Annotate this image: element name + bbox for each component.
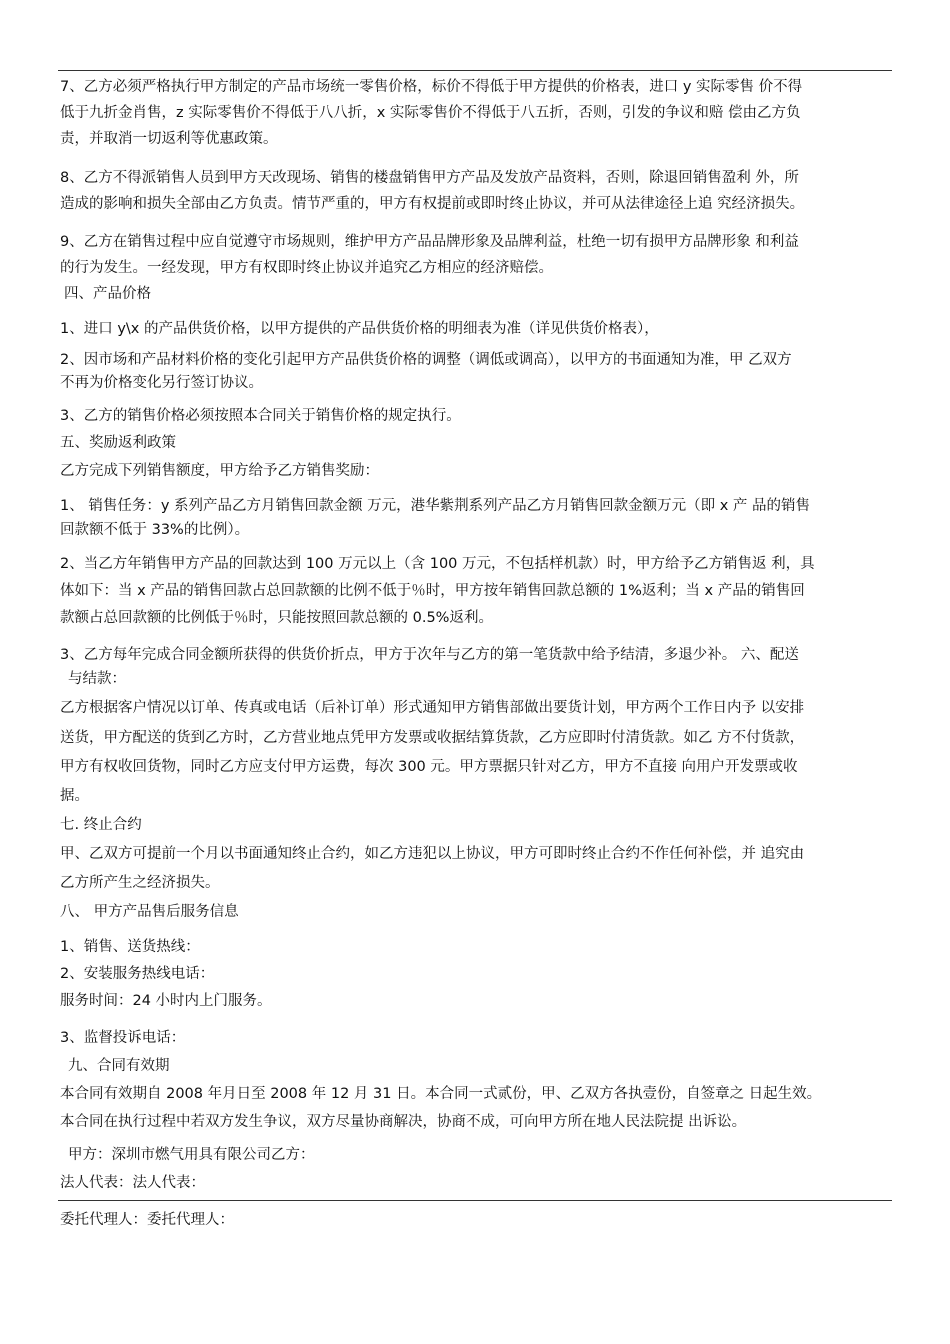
section-9-heading: 九、合同有效期 bbox=[68, 1058, 170, 1074]
clause-8-line-1: 8、乙方不得派销售人员到甲方天改现场、销售的楼盘销售甲方产品及发放产品资料，否则，除退回销售盈利 外，所 bbox=[60, 170, 799, 186]
section-6-line-4: 据。 bbox=[60, 788, 89, 804]
section-7-line-2: 乙方所产生之经济损失。 bbox=[60, 875, 220, 891]
signature-parties: 甲方：深圳市燃气用具有限公司乙方： bbox=[68, 1147, 315, 1163]
section-5-item-1-line-2: 回款额不低于 33%的比例）。 bbox=[60, 522, 250, 538]
section-9-line-2: 本合同在执行过程中若双方发生争议，双方尽量协商解决，协商不成，可向甲方所在地人民法院提 出诉讼。 bbox=[60, 1114, 747, 1130]
clause-7-line-1: 7、乙方必须严格执行甲方制定的产品市场统一零售价格，标价不得低于甲方提供的价格表，进口 y 实际零售 价不得 bbox=[60, 79, 803, 95]
clause-7-line-3: 责，并取消一切返利等优惠政策。 bbox=[60, 131, 278, 147]
signature-legal-rep: 法人代表：法人代表： bbox=[60, 1175, 205, 1191]
section-5-heading: 五、奖励返利政策 bbox=[60, 435, 176, 451]
section-4-item-2-line-2: 不再为价格变化另行签订协议。 bbox=[60, 375, 263, 391]
section-5-item-3-line-2: 与结款： bbox=[68, 671, 126, 687]
section-4-item-1: 1、进口 y\x 的产品供货价格，以甲方提供的产品供货价格的明细表为准（详见供货价格表）， bbox=[60, 321, 659, 337]
section-5-item-2-line-3: 款额占总回款额的比例低于％时，只能按照回款总额的 0.5%返利。 bbox=[60, 610, 493, 626]
clause-9-line-1: 9、乙方在销售过程中应自觉遵守市场规则，维护甲方产品品牌形象及品牌利益，杜绝一切有损甲方品牌形象 和利益 bbox=[60, 234, 799, 250]
section-8-item-1: 1、销售、送货热线： bbox=[60, 939, 200, 955]
section-6-line-1: 乙方根据客户情况以订单、传真或电话（后补订单）形式通知甲方销售部做出要货计划，甲方两个工作日内予 以安排 bbox=[60, 700, 805, 716]
section-6-line-3: 甲方有权收回货物，同时乙方应支付甲方运费，每次 300 元。甲方票据只针对乙方，甲方不直接 向用户开发票或收 bbox=[60, 759, 798, 775]
section-8-heading: 八、 甲方产品售后服务信息 bbox=[60, 904, 239, 920]
section-5-item-2-line-1: 2、当乙方年销售甲方产品的回款达到 100 万元以上（含 100 万元，不包括样机款）时，甲方给予乙方销售返 利，具 bbox=[60, 556, 815, 572]
section-7-heading: 七. 终止合约 bbox=[60, 817, 142, 833]
section-8-item-2: 2、安装服务热线电话： bbox=[60, 966, 215, 982]
section-4-item-2-line-1: 2、因市场和产品材料价格的变化引起甲方产品供货价格的调整（调低或调高），以甲方的书面通知为准，甲 乙双方 bbox=[60, 352, 792, 368]
section-5-item-3-line-1: 3、乙方每年完成合同金额所获得的供货价折点，甲方于次年与乙方的第一笔货款中给予结清，多退少补。 六、配送 bbox=[60, 647, 799, 663]
bottom-divider bbox=[58, 1200, 892, 1201]
section-6-line-2: 送货，甲方配送的货到乙方时，乙方营业地点凭甲方发票或收据结算货款，乙方应即时付清货款。如乙 方不付货款， bbox=[60, 730, 805, 746]
clause-7-line-2: 低于九折金肖售，z 实际零售价不得低于八八折，x 实际零售价不得低于八五折，否则，引发的争议和赔 偿由乙方负 bbox=[60, 105, 801, 121]
section-9-line-1: 本合同有效期自 2008 年月日至 2008 年 12 月 31 日。本合同一式贰份，甲、乙双方各执壹份，自签章之 日起生效。 bbox=[60, 1086, 822, 1102]
clause-9-line-2: 的行为发生。一经发现，甲方有权即时终止协议并追究乙方相应的经济赔偿。 bbox=[60, 260, 553, 276]
signature-agent: 委托代理人：委托代理人： bbox=[60, 1212, 234, 1228]
section-5-intro: 乙方完成下列销售额度，甲方给予乙方销售奖励： bbox=[60, 463, 379, 479]
section-5-item-1-line-1: 1、 销售任务：y 系列产品乙方月销售回款金额 万元，港华紫荆系列产品乙方月销售回款金额万元（即 x 产 品的销售 bbox=[60, 498, 811, 514]
clause-8-line-2: 造成的影响和损失全部由乙方负责。情节严重的，甲方有权提前或即时终止协议，并可从法律途径上追 究经济损失。 bbox=[60, 196, 805, 212]
section-5-item-2-line-2: 体如下：当 x 产品的销售回款占总回款额的比例不低于％时，甲方按年销售回款总额的 1%返利；当 x 产品的销售回 bbox=[60, 583, 805, 599]
section-4-item-3: 3、乙方的销售价格必须按照本合同关于销售价格的规定执行。 bbox=[60, 408, 461, 424]
section-8-service-time: 服务时间：24 小时内上门服务。 bbox=[60, 993, 272, 1009]
section-8-item-3: 3、监督投诉电话： bbox=[60, 1030, 186, 1046]
section-7-line-1: 甲、乙双方可提前一个月以书面通知终止合约，如乙方违犯以上协议，甲方可即时终止合约不作任何补偿，并 追究由 bbox=[60, 846, 805, 862]
top-divider bbox=[58, 70, 892, 71]
section-4-heading: 四、产品价格 bbox=[64, 286, 151, 302]
